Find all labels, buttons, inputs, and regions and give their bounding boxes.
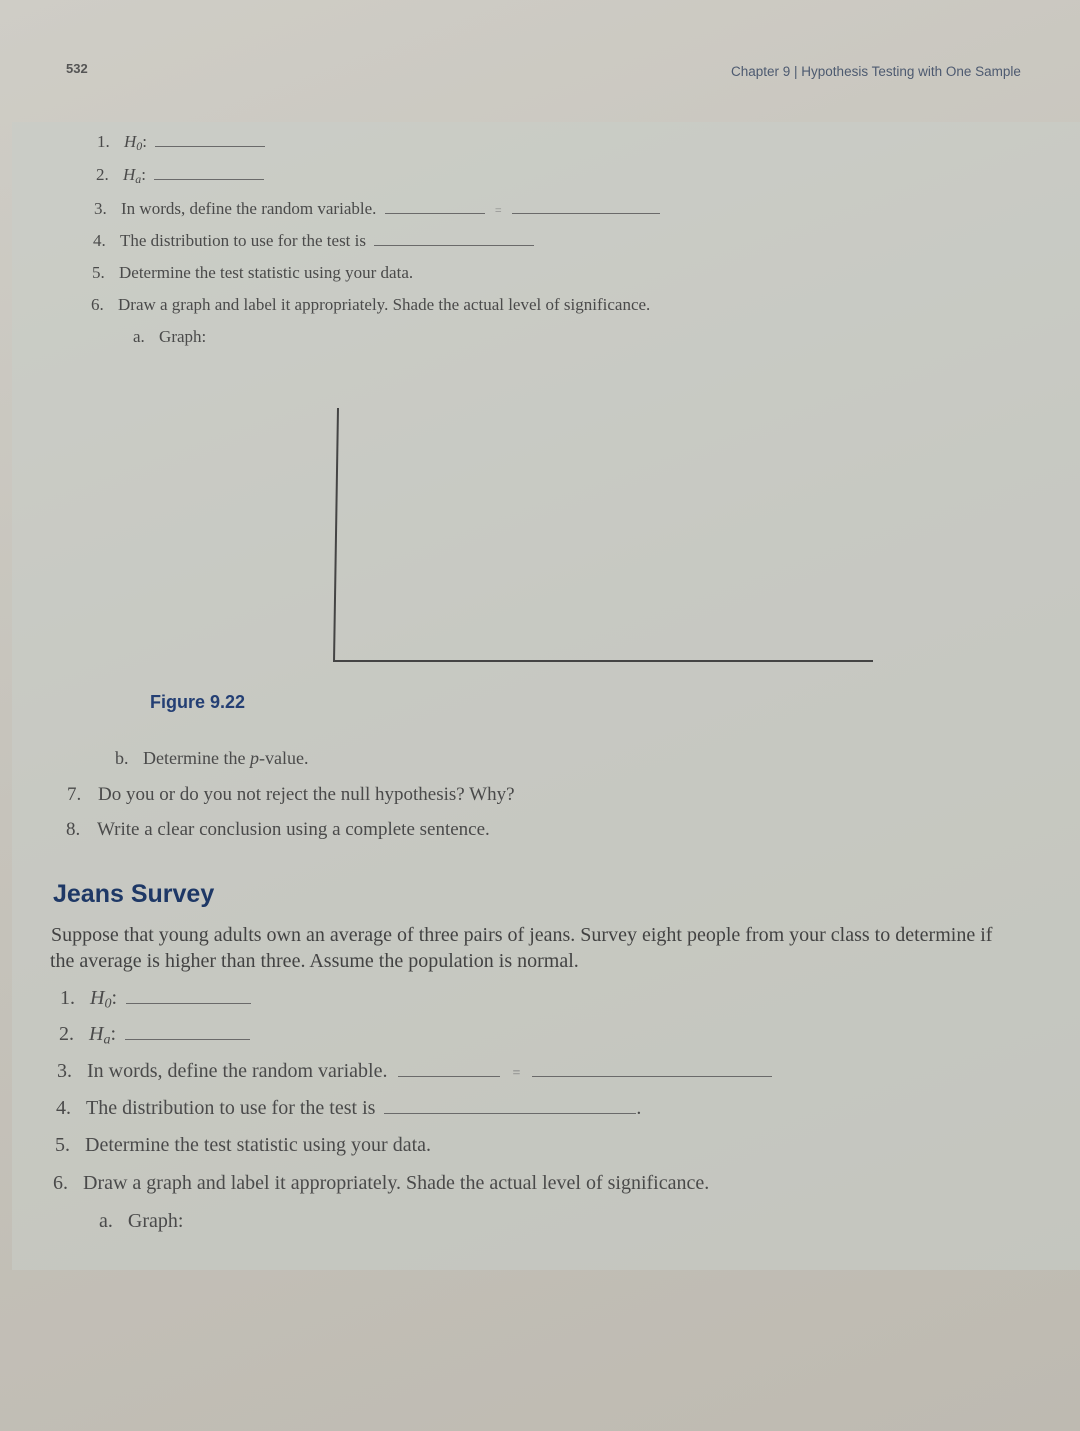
sub-item-graph: a. Graph:: [99, 1210, 184, 1232]
list-item-test-statistic: 5. Determine the test statistic using your data.: [55, 1134, 432, 1156]
section-title: Jeans Survey: [53, 880, 215, 908]
answer-blank[interactable]: [125, 1038, 250, 1040]
list-item-h0: 1. $H_0$:: [60, 987, 251, 1013]
list-item-ha: 2. $H_a$:: [59, 1023, 250, 1049]
list-item-ha: 2. $H_a$:: [96, 165, 264, 187]
answer-blank[interactable]: [154, 178, 264, 180]
y-axis: [334, 408, 338, 662]
running-title: Chapter 9 | Hypothesis Testing with One Sample: [731, 64, 1021, 79]
list-item-random-variable: 3. In words, define the random variable. =: [94, 199, 660, 219]
answer-blank[interactable]: [385, 212, 485, 214]
answer-blank[interactable]: [398, 1075, 500, 1077]
answer-blank[interactable]: [126, 1002, 251, 1004]
page-number: 532: [66, 61, 88, 76]
answer-blank[interactable]: [155, 145, 265, 147]
intro-line-1: Suppose that young adults own an average of three pairs of jeans. Survey eight people from your class to determine if: [51, 924, 993, 946]
intro-line-2: the average is higher than three. Assume the population is normal.: [50, 950, 579, 972]
list-item-draw-graph: 6. Draw a graph and label it appropriately. Shade the actual level of significance.: [91, 295, 651, 314]
list-item-distribution: 4. The distribution to use for the test is: [93, 231, 534, 251]
answer-blank[interactable]: [374, 244, 534, 246]
list-item-h0: 1. $H_0$:: [97, 132, 265, 154]
blank-graph-axes[interactable]: [330, 405, 876, 667]
answer-blank[interactable]: [532, 1075, 772, 1077]
sub-item-p-value: b. Determine the p-value.: [115, 748, 309, 768]
list-item-random-variable: 3. In words, define the random variable. =: [57, 1060, 772, 1083]
sub-item-graph: a. Graph:: [133, 327, 207, 346]
list-item-draw-graph: 6. Draw a graph and label it appropriately. Shade the actual level of significance.: [53, 1172, 710, 1194]
answer-blank[interactable]: [384, 1112, 636, 1114]
list-item-distribution: 4. The distribution to use for the test is .: [56, 1097, 642, 1119]
list-item-test-statistic: 5. Determine the test statistic using your data.: [92, 263, 414, 282]
answer-blank[interactable]: [512, 212, 660, 214]
list-item-conclusion: 8. Write a clear conclusion using a complete sentence.: [66, 819, 490, 840]
list-item-reject: 7. Do you or do you not reject the null hypothesis? Why?: [67, 784, 515, 805]
figure-caption: Figure 9.22: [150, 692, 246, 712]
